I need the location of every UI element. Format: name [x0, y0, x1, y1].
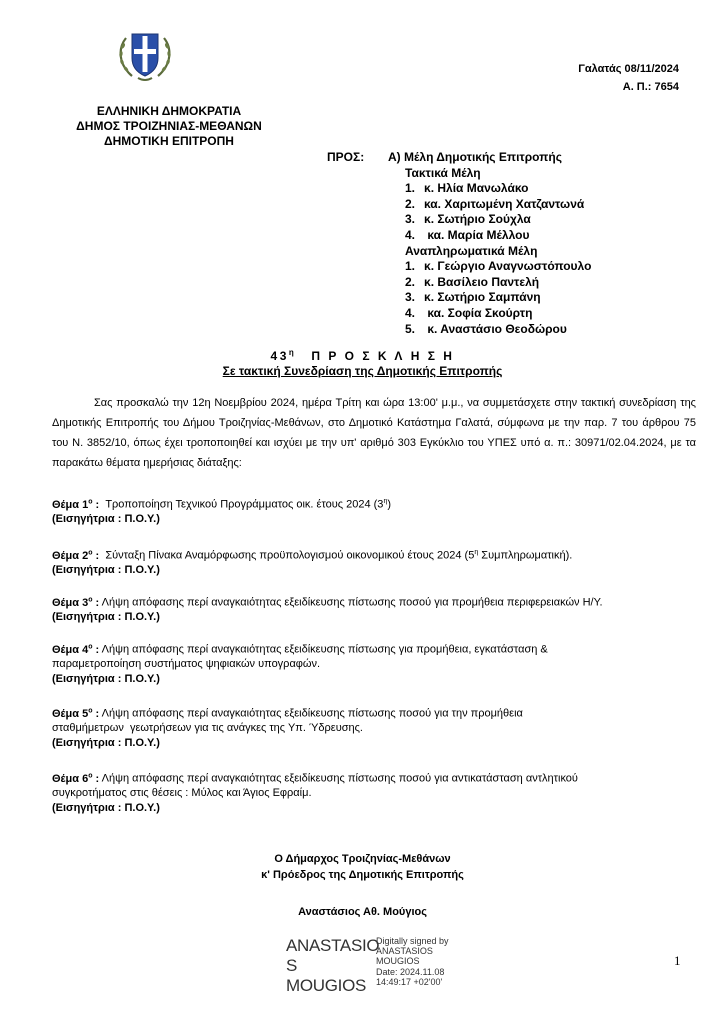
digital-signature-details: Digitally signed by ANASTASIOS MOUGIOS Date: 2024.11.08 14:49:17 +02'00' — [376, 936, 449, 987]
recipients-group: Α) Μέλη Δημοτικής Επιτροπής — [388, 150, 562, 164]
agenda-item: Θέμα $3^o$ : Λήψη απόφασης περί αναγκαιότητας εξειδίκευσης πίστωσης ποσού για προμήθεια περιφερειακών Η/Υ. (Εισηγήτρια : Π.Ο.Υ.) — [52, 593, 702, 625]
list-item: 5. κ. Αναστάσιο Θεοδώρου — [405, 321, 567, 336]
page-number: 1 — [674, 953, 681, 968]
document-date: Γαλατάς 08/11/2024 — [578, 63, 679, 75]
protocol-number: Α. Π.: 7654 — [622, 81, 679, 93]
agenda-item: Θέμα $6^o$ : Λήψη απόφασης περί αναγκαιότητας εξειδίκευσης πίστωσης ποσού για αντικατάσταση αντλητικού συγκροτήματος στις θέσεις : Μύλος και Άγιος Εφραίμ. (Εισηγήτρια : Π.Ο.Υ.) — [52, 769, 702, 815]
list-item: 1. κ. Γεώργιο Αναγνωστόπουλο — [405, 259, 592, 274]
issuer-line: ΔΗΜΟΤΙΚΗ ΕΠΙΤΡΟΠΗ — [104, 134, 234, 148]
date-block — [578, 60, 679, 96]
invitation-subtitle: Σε τακτική Συνεδρίαση της Δημοτικής Επιτροπής — [222, 364, 503, 378]
list-item: 2. κα. Χαριτωμένη Χατζαντωνά — [405, 196, 585, 211]
topic-label: Θέμα $6^o$ : — [52, 772, 100, 785]
invitation-word: Π Ρ Ο Σ Κ Λ Η Σ Η — [311, 349, 455, 363]
intro-paragraph: Σας προσκαλώ την 12η Νοεμβρίου 2024, ημέρα Τρίτη και ώρα 13:00' μ.μ., να συμμετάσχετε στην τακτική συνεδρίαση της Δημοτικής Επιτροπής του Δήμου Τροιζηνίας-Μεθάνων, στο Δημοτικό Κατάστημα Γαλατά, σύμφωνα με την παρ. 7 του άρθρου 75 του Ν. 3852/10, όπως έχει τροποποιηθεί και ισχύει με την υπ' αριθμό 303 Εγκύκλιο του ΥΠΕΣ υπό α. π.: 30971/02.04.2024, με τα παρακάτω θέματα ημερήσιας διάταξης: — [52, 397, 696, 469]
list-item: 2. κ. Βασίλειο Παντελή — [405, 274, 540, 289]
list-item: 4. κα. Σοφία Σκούρτη — [405, 305, 533, 320]
agenda-item: Θέμα $4^o$ : Λήψη απόφασης περί αναγκαιότητας εξειδίκευσης πίστωσης για προμήθεια, εγκατάσταση & παραμετροποίηση συστήματος ψηφιακών υπογραφών. (Εισηγήτρια : Π.Ο.Υ.) — [52, 640, 702, 686]
issuer-line: ΔΗΜΟΣ ΤΡΟΙΖΗΝΙΑΣ-ΜΕΘΑΝΩΝ — [76, 119, 262, 133]
list-item: 3. κ. Σωτήριο Σαμπάνη — [405, 290, 541, 305]
signer-name: Αναστάσιος Αθ. Μούγιος — [298, 906, 427, 918]
issuer-line: ΕΛΛΗΝΙΚΗ ΔΗΜΟΚΡΑΤΙΑ — [96, 104, 242, 118]
topic-rapporteur: (Εισηγήτρια : Π.Ο.Υ.) — [52, 672, 160, 685]
issuer-block — [52, 104, 286, 149]
closing-block — [0, 851, 725, 883]
list-item: 3. κ. Σωτήριο Σούχλα — [405, 212, 531, 227]
digital-signature-name: ANASTASIO S MOUGIOS — [286, 936, 380, 995]
topic-rapporteur: (Εισηγήτρια : Π.Ο.Υ.) — [52, 564, 160, 577]
invitation-number: 43 — [270, 349, 289, 363]
mayor-title: Ο Δήμαρχος Τροιζηνίας-Μεθάνων — [274, 853, 451, 865]
list-item: 4. κα. Μαρία Μέλλου — [405, 227, 530, 242]
alternate-members-title: Αναπληρωματικά Μέλη — [405, 243, 538, 258]
list-item: 1. κ. Ηλία Μανωλάκο — [405, 181, 529, 196]
greek-coat-of-arms-icon — [112, 24, 178, 84]
invitation-title: $43^\eta$ Π Ρ Ο Σ Κ Λ Η Σ Η — [270, 348, 455, 363]
topic-label: Θέμα $1^o$ : — [52, 498, 100, 511]
committee-chair-title: κ' Πρόεδρος της Δημοτικής Επιτροπής — [261, 869, 464, 881]
topic-rapporteur: (Εισηγήτρια : Π.Ο.Υ.) — [52, 801, 160, 814]
topic-label: Θέμα $3^o$ : — [52, 596, 100, 609]
topic-rapporteur: (Εισηγήτρια : Π.Ο.Υ.) — [52, 513, 160, 526]
topic-label: Θέμα $4^o$ : — [52, 643, 100, 656]
topic-rapporteur: (Εισηγήτρια : Π.Ο.Υ.) — [52, 736, 160, 749]
regular-members-title: Τακτικά Μέλη — [405, 165, 481, 180]
agenda-item: Θέμα $1^o$ : Τροποποίηση Τεχνικού Προγράμματος οικ. έτους 2024 $(3^\eta)$ (Εισηγήτρια : Π.Ο.Υ.) — [52, 495, 702, 527]
topic-label: Θέμα $5^o$ : — [52, 707, 100, 720]
agenda-item: Θέμα $2^o$ : Σύνταξη Πίνακα Αναμόρφωσης προϋπολογισμού οικονομικού έτους 2024 ($5^\eta$ Συμπληρωματική). (Εισηγήτρια : Π.Ο.Υ.) — [52, 546, 702, 578]
topic-label: Θέμα $2^o$ : — [52, 549, 100, 562]
recipients-label: ΠΡΟΣ: — [327, 150, 365, 164]
agenda-item: Θέμα $5^o$ : Λήψη απόφασης περί αναγκαιότητας εξειδίκευσης πίστωσης ποσού για την προμήθεια σταθμήμετρων γεωτρήσεων για τις ανάγκες της Υπ. Ύδρευσης. (Εισηγήτρια : Π.Ο.Υ.) — [52, 704, 702, 750]
topic-rapporteur: (Εισηγήτρια : Π.Ο.Υ.) — [52, 611, 160, 624]
recipients-list — [388, 150, 688, 337]
